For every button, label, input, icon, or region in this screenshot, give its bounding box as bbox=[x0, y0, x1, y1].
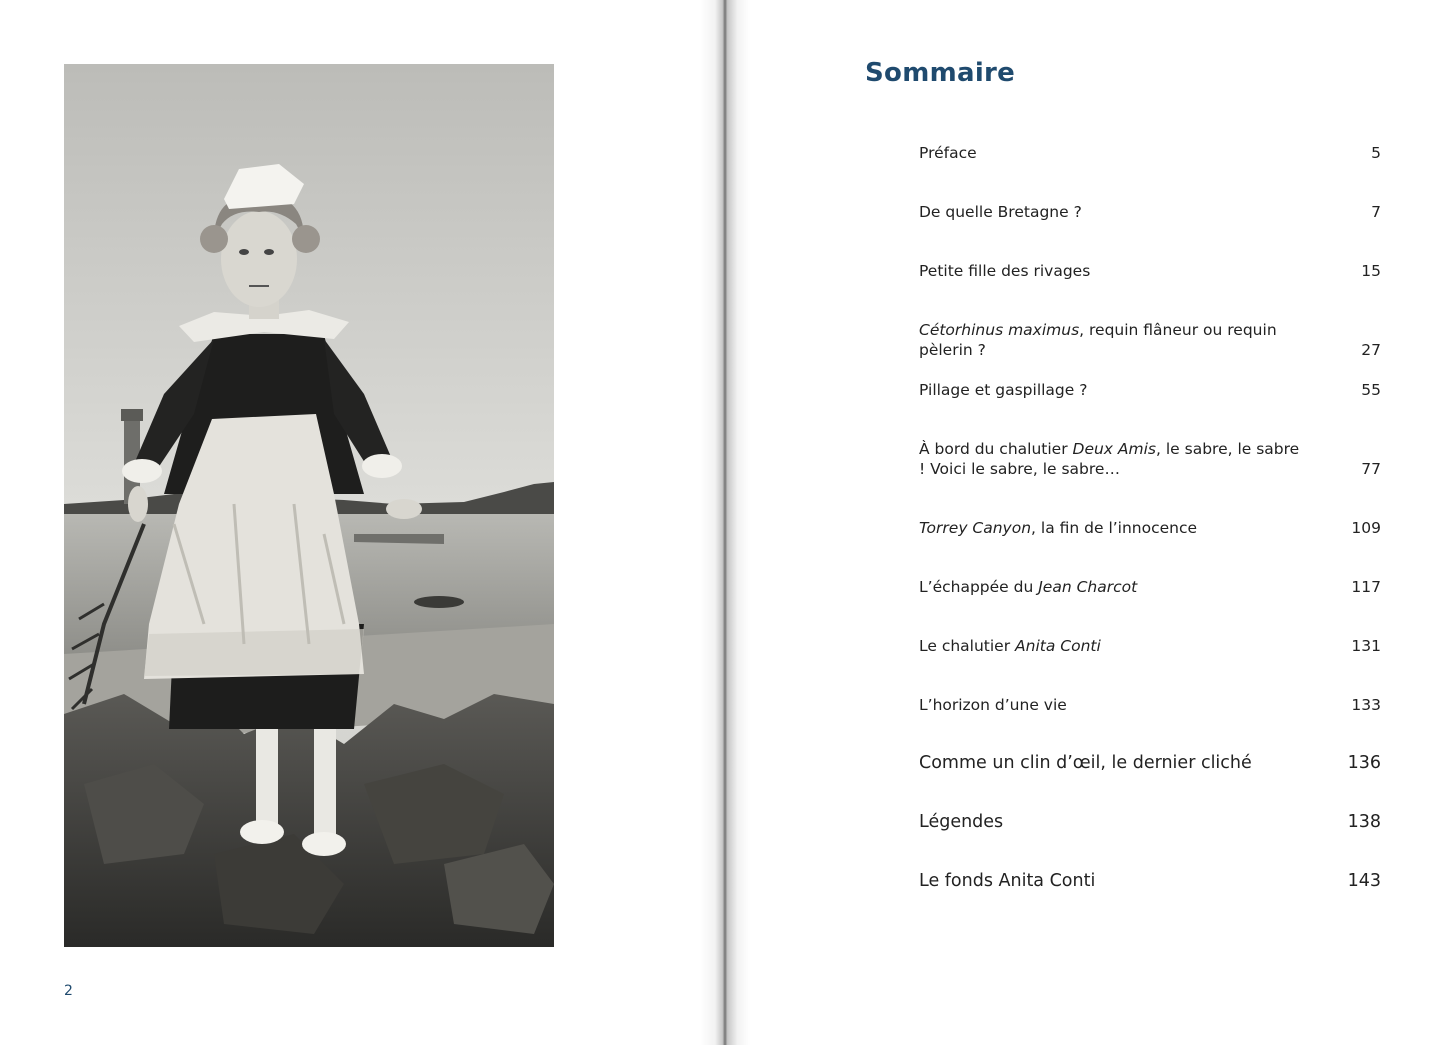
toc-entry[interactable] bbox=[919, 380, 1381, 400]
toc-entry[interactable] bbox=[919, 261, 1381, 281]
toc-entry-title: Cétorhinus maximus, requin flâneur ou requin pèlerin ? bbox=[919, 321, 1277, 359]
toc-entry-title: Le fonds Anita Conti bbox=[919, 871, 1096, 891]
toc-entry-title: Torrey Canyon, la fin de l’innocence bbox=[919, 519, 1198, 537]
toc-entry-title: Pillage et gaspillage ? bbox=[919, 381, 1088, 399]
left-page bbox=[0, 0, 722, 1045]
toc-entry-title: Petite fille des rivages bbox=[919, 262, 1091, 280]
toc-entry-page: 55 bbox=[1361, 381, 1381, 399]
toc-entry-page: 7 bbox=[1371, 203, 1381, 221]
toc-entry-title: Légendes bbox=[919, 812, 1004, 832]
table-of-contents-title: Sommaire bbox=[865, 58, 1016, 88]
toc-entry-title: À bord du chalutier Deux Amis, le sabre, le sabre ! Voici le sabre, le sabre… bbox=[919, 440, 1300, 478]
toc-entry-page: 77 bbox=[1361, 460, 1381, 478]
toc-entry-title: Le chalutier Anita Conti bbox=[919, 637, 1101, 655]
toc-entry-page: 5 bbox=[1371, 144, 1381, 162]
book-gutter-shadow bbox=[700, 0, 750, 1045]
toc-entry-title: L’horizon d’une vie bbox=[919, 696, 1067, 714]
toc-entry[interactable] bbox=[919, 202, 1381, 222]
toc-entry[interactable] bbox=[919, 577, 1381, 597]
toc-entry-page: 138 bbox=[1347, 812, 1381, 832]
toc-entry-page: 27 bbox=[1361, 341, 1381, 359]
toc-entry-title: De quelle Bretagne ? bbox=[919, 203, 1082, 221]
page-number: 2 bbox=[64, 983, 73, 999]
photograph-woman-icon bbox=[64, 64, 554, 947]
toc-entry-page: 143 bbox=[1347, 871, 1381, 891]
toc-entry[interactable] bbox=[919, 871, 1381, 891]
toc-entry[interactable] bbox=[919, 143, 1381, 163]
toc-entry-page: 117 bbox=[1351, 578, 1381, 596]
toc-entry-page: 109 bbox=[1351, 519, 1381, 537]
toc-entry[interactable] bbox=[919, 518, 1381, 538]
toc-entry-title: Comme un clin d’œil, le dernier cliché bbox=[919, 753, 1252, 773]
toc-entry[interactable] bbox=[919, 695, 1381, 715]
toc-entry[interactable] bbox=[919, 320, 1381, 360]
toc-entry-title: Préface bbox=[919, 144, 977, 162]
photograph bbox=[64, 64, 554, 947]
toc-entry-page: 136 bbox=[1347, 753, 1381, 773]
toc-entry-page: 15 bbox=[1361, 262, 1381, 280]
toc-entry-page: 133 bbox=[1351, 696, 1381, 714]
toc-entry[interactable] bbox=[919, 439, 1381, 479]
toc-entry[interactable] bbox=[919, 636, 1381, 656]
toc-entry[interactable] bbox=[919, 753, 1381, 773]
toc-entry-page: 131 bbox=[1351, 637, 1381, 655]
toc-entry-title: L’échappée du Jean Charcot bbox=[919, 578, 1138, 596]
toc-entry[interactable] bbox=[919, 812, 1381, 832]
